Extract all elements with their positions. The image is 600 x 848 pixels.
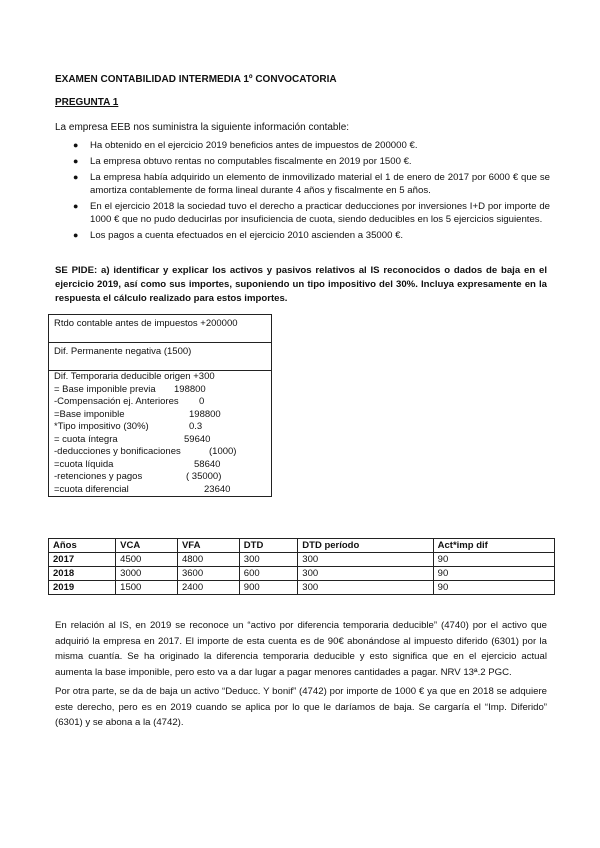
table-header: DTD período bbox=[298, 539, 433, 553]
table-cell: 300 bbox=[239, 553, 298, 567]
table-header-row bbox=[49, 539, 555, 553]
list-item: ● La empresa obtuvo rentas no computables fiscalmente en 2019 por 1500 €. bbox=[73, 156, 412, 167]
table-cell: 2017 bbox=[49, 553, 116, 567]
calc-row: =Base imponible 198800 bbox=[54, 408, 221, 420]
table-header: DTD bbox=[239, 539, 298, 553]
table-cell: 4800 bbox=[177, 553, 239, 567]
intro-text: La empresa EEB nos suministra la siguiente información contable: bbox=[55, 122, 350, 133]
bullet-icon: ● bbox=[73, 201, 79, 211]
calc-row: Rtdo contable antes de impuestos +200000 bbox=[49, 315, 271, 343]
explanation-paragraph: En relación al IS, en 2019 se reconoce un “activo por diferencia temporaria deducible” (4740) por el activo que adquirió la empresa en 2017. El importe de esta cuenta es de 90€ abonándose al impuesto diferido (6301) por la misma cuantía. Se ha originado la diferencia temporaria deducible y esto significa que en el ejercicio actual aumenta la base imponible, pero esto va a dar lugar a pagar menores cantidades a pagar. NRV 13ª.2 PGC. bbox=[55, 620, 547, 678]
calc-row: -deducciones y bonificaciones (1000) bbox=[54, 446, 237, 457]
table-cell: 1500 bbox=[116, 581, 178, 595]
table-cell: 300 bbox=[298, 553, 433, 567]
tax-calculation-box bbox=[48, 314, 272, 497]
calc-row: =cuota diferencial 23640 bbox=[54, 483, 231, 495]
table-cell: 90 bbox=[433, 567, 554, 581]
table-cell: 3000 bbox=[116, 567, 178, 581]
table-header: Act*imp dif bbox=[433, 539, 554, 553]
table-row bbox=[49, 567, 555, 581]
explanation-paragraph: Por otra parte, se da de baja un activo “Deducc. Y bonif” (4742) por importe de 1000 € ya que en 2018 se adquiere este derecho, pero es en 2019 cuando se aplica por lo que le daríamos de baja. Se cargaría el “Imp. Diferido” (6301) y se abona a la (4742). bbox=[55, 686, 547, 728]
calc-row: =cuota líquida 58640 bbox=[54, 458, 221, 470]
exam-title: EXAMEN CONTABILIDAD INTERMEDIA 1º CONVOCATORIA bbox=[55, 74, 337, 85]
bullet-icon: ● bbox=[73, 140, 79, 150]
table-cell: 900 bbox=[239, 581, 298, 595]
bullet-icon: ● bbox=[73, 230, 79, 240]
table-row bbox=[49, 553, 555, 567]
calc-row: = Base imponible previa 198800 bbox=[54, 383, 206, 395]
table-cell: 90 bbox=[433, 553, 554, 567]
se-pide-statement: SE PIDE: a) identificar y explicar los activos y pasivos relativos al IS reconocidos o dados de baja en el ejercicio 2019, así como sus importes, suponiendo un tipo impositivo del 30%. Incluya expresamente en la respuesta el cálculo realizado para estos importes. bbox=[55, 265, 547, 304]
calc-row: -retenciones y pagos ( 35000) bbox=[54, 471, 222, 482]
list-item: ● En el ejercicio 2018 la sociedad tuvo el derecho a practicar deducciones por inversiones I+D por importe de 1000 € que no pudo deducirlas por insuficiencia de cuota, siendo deducibles en los 5 ejercicios siguientes. bbox=[73, 201, 550, 225]
table-cell: 3600 bbox=[177, 567, 239, 581]
table-row bbox=[49, 581, 555, 595]
table-cell: 2019 bbox=[49, 581, 116, 595]
calc-row: Dif. Temporaria deducible origen +300 bbox=[54, 371, 215, 382]
calc-row: = cuota íntegra 59640 bbox=[54, 433, 211, 445]
depreciation-table bbox=[48, 538, 555, 595]
table-cell: 4500 bbox=[116, 553, 178, 567]
table-cell: 2018 bbox=[49, 567, 116, 581]
table-cell: 2400 bbox=[177, 581, 239, 595]
calc-row: Dif. Permanente negativa (1500) bbox=[49, 343, 271, 371]
question-heading: PREGUNTA 1 bbox=[55, 97, 119, 108]
data-bullet-list bbox=[55, 139, 550, 245]
table-cell: 300 bbox=[298, 581, 433, 595]
calc-row: *Tipo impositivo (30%) 0.3 bbox=[54, 421, 203, 432]
bullet-icon: ● bbox=[73, 156, 79, 166]
bullet-icon: ● bbox=[73, 172, 79, 182]
list-item: ● Ha obtenido en el ejercicio 2019 beneficios antes de impuestos de 200000 €. bbox=[73, 140, 418, 151]
list-item: ● Los pagos a cuenta efectuados en el ejercicio 2010 ascienden a 35000 €. bbox=[73, 230, 404, 241]
table-header: VCA bbox=[116, 539, 178, 553]
list-item: ● La empresa había adquirido un elemento de inmovilizado material el 1 de enero de 2017 por 6000 € que se amortiza contablemente de forma lineal durante 4 años y fiscalmente en 5 años. bbox=[73, 172, 550, 196]
table-header: VFA bbox=[177, 539, 239, 553]
table-cell: 600 bbox=[239, 567, 298, 581]
table-cell: 90 bbox=[433, 581, 554, 595]
table-header: Años bbox=[49, 539, 116, 553]
calc-row: -Compensación ej. Anteriores 0 bbox=[54, 396, 205, 407]
table-cell: 300 bbox=[298, 567, 433, 581]
